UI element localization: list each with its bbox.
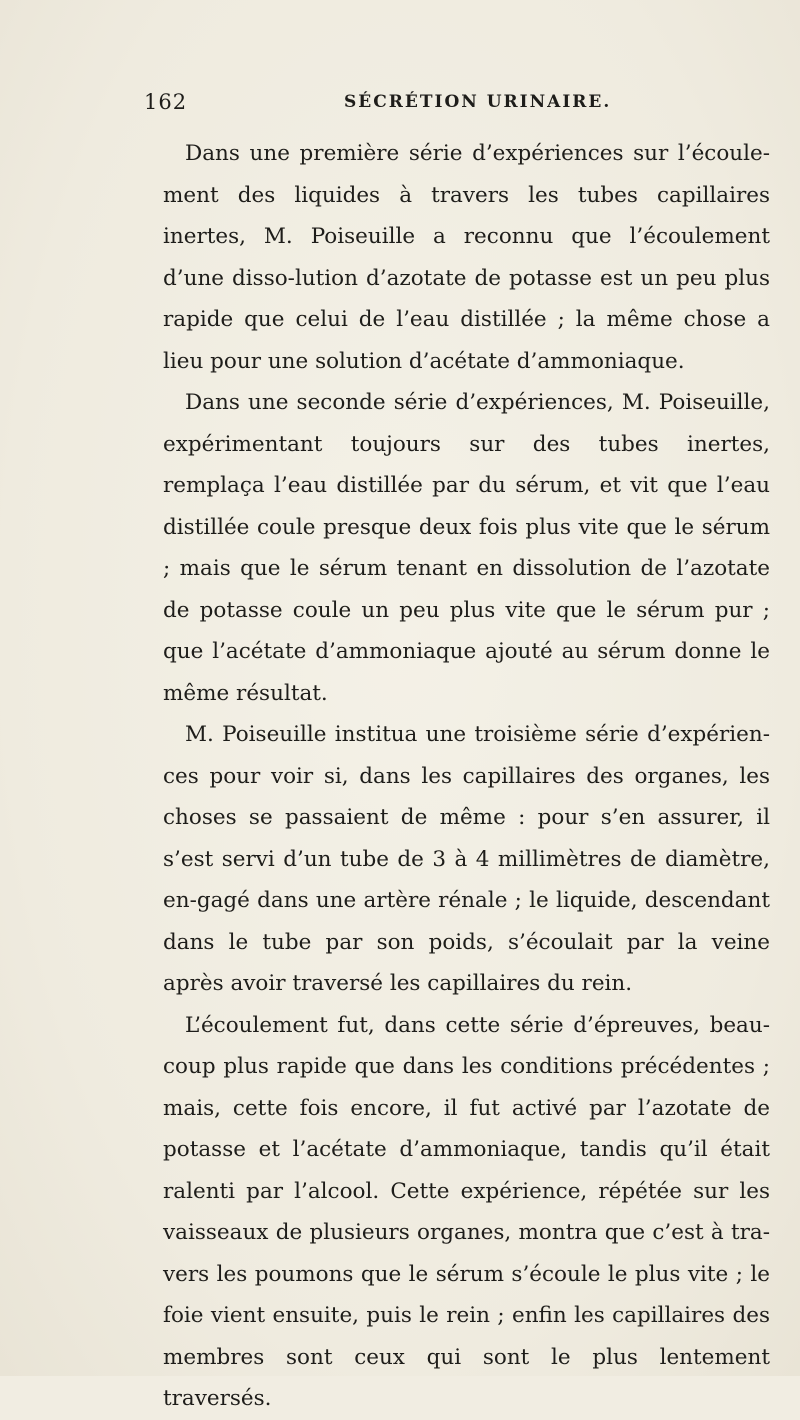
paragraph-2: Dans une seconde série d’expériences, M. Poiseuille, expérimentant toujours sur des tubes inertes, remplaça l’eau distillée par du sérum, et vit que l’eau distillée coule presque deux fois plus vite que le sérum ; mais que le sérum tenant en dissolution de l’azotate de potasse coule un peu plus vite que le sérum pur ; que l’acétate d’ammoniaque ajouté au sérum donne le même résultat. [163, 390, 770, 706]
paragraph-3: M. Poiseuille institua une troisième série d’expérien-ces pour voir si, dans les capillaires des organes, les choses se passaient de même : pour s’en assurer, il s’est servi d’un tube de 3 à 4 millimètres de diamètre, en-gagé dans une artère rénale ; le liquide, descendant dans le tube par son poids, s’écoulait par la veine après avoir traversé les capillaires du rein. [163, 722, 770, 996]
body-text [163, 133, 770, 1420]
page-number: 162 [144, 90, 188, 114]
paragraph-4: L’écoulement fut, dans cette série d’épreuves, beau-coup plus rapide que dans les conditions précédentes ; mais, cette fois encore, il fut activé par l’azotate de potasse et l’acétate d’ammoniaque, tandis qu’il était ralenti par l’alcool. Cette expérience, répétée sur les vaisseaux de plusieurs organes, montra que c’est à tra-vers les poumons que le sérum s’écoule le plus vite ; le foie vient ensuite, puis le rein ; enfin les capillaires des membres sont ceux qui sont le plus lentement traversés. [163, 1012, 770, 1411]
paragraph-1: Dans une première série d’expériences sur l’écoule-ment des liquides à travers les tubes capillaires inertes, M. Poiseuille a reconnu que l’écoulement d’une disso-lution d’azotate de potasse est un peu plus rapide que celui de l’eau distillée ; la même chose a lieu pour une solution d’acétate d’ammoniaque. [163, 141, 770, 374]
running-head [144, 90, 764, 120]
running-title: SÉCRÉTION URINAIRE. [344, 92, 612, 112]
